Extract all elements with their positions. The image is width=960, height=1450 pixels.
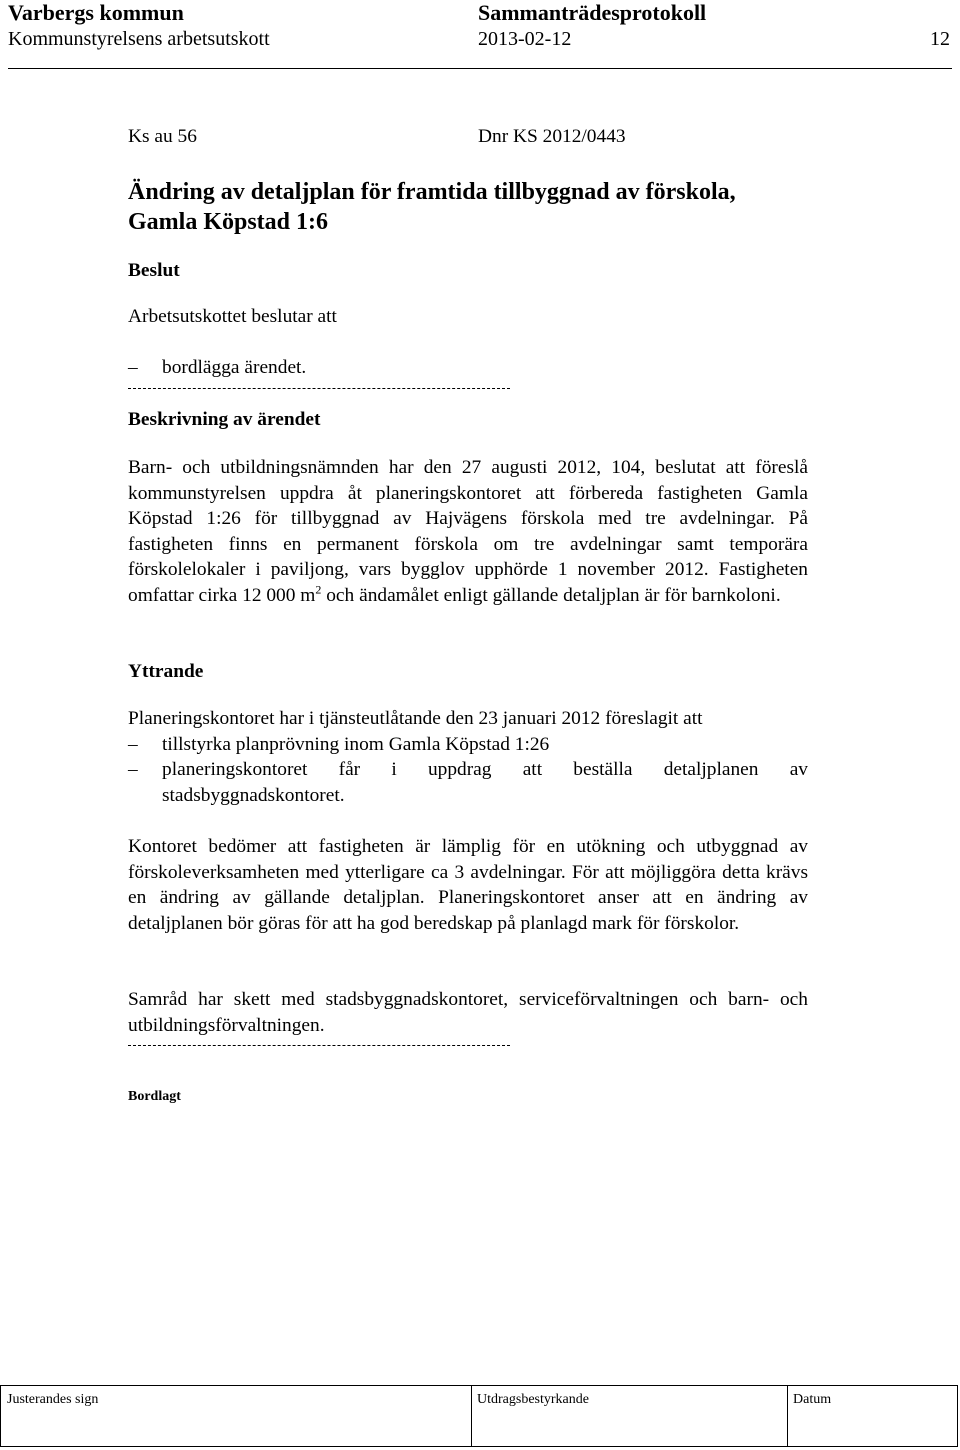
footer-sign-label: Justerandes sign [7, 1392, 99, 1407]
decision-item: bordlägga ärendet. [162, 357, 307, 378]
statement-intro: Planeringskontoret har i tjänsteutlåtande den 23 januari 2012 föreslagit att [128, 708, 703, 729]
decision-dash: – [128, 357, 138, 378]
decision-intro: Arbetsutskottet beslutar att [128, 306, 337, 327]
case-title [128, 177, 808, 237]
footer-extract-cell [471, 1386, 787, 1446]
case-title-line1: Ändring av detaljplan för framtida tillbyggnad av förskola, [128, 179, 736, 205]
statement-paragraph-2-text: Kontoret bedömer att fastigheten är lämplig för en utökning och utbyggnad av förskoleverksamheten med ytterligare ca 3 avdelningar. För att möjliggöra detta krävs en ändring av gällande detaljplan. Planeringskontoret anser att en ändring av detaljplanen bör göras för att ha god beredskap på planlagd mark för förskolor. [128, 836, 808, 934]
status-label: Bordlagt [128, 1089, 181, 1104]
statement-paragraph-2 [128, 834, 808, 936]
list-dash: – [128, 759, 138, 781]
statement-list-item [128, 757, 808, 808]
dashed-separator-top [128, 388, 510, 389]
signature-table [0, 1385, 958, 1447]
page-number: 12 [930, 28, 950, 50]
footer-sign-cell [1, 1386, 471, 1446]
statement-paragraph-3-text: Samråd har skett med stadsbyggnadskontoret, serviceförvaltningen och barn- och utbildningsförvaltningen. [128, 989, 808, 1036]
description-text-1: Barn- och utbildningsnämnden har den 27 augusti 2012, 104, beslutat att föreslå kommunstyrelsen uppdra åt planeringskontoret att förbereda fastigheten Gamla Köpstad 1:26 för tillbyggnad av Hajvägens förskola med tre avdelningar. På fastigheten finns en permanent förskola om tre avdelningar samt temporära förskolelokaler i paviljong, vars bygglov upphörde 1 november 2012. Fastigheten omfattar cirka 12 000 m [128, 457, 808, 606]
decision-heading: Beslut [128, 260, 180, 281]
section-number: Ks au 56 [128, 126, 197, 147]
description-heading: Beskrivning av ärendet [128, 409, 321, 430]
description-body [128, 455, 808, 609]
statement-heading: Yttrande [128, 661, 204, 682]
list-item-text: tillstyrka planprövning inom Gamla Köpstad 1:26 [162, 733, 550, 755]
header-divider [8, 68, 952, 69]
dashed-separator-bottom [128, 1045, 510, 1046]
statement-body [128, 706, 808, 808]
document-type: Sammanträdesprotokoll [478, 0, 707, 25]
footer-extract-label: Utdragsbestyrkande [477, 1392, 589, 1407]
list-dash: – [128, 733, 138, 755]
case-title-line2: Gamla Köpstad 1:6 [128, 209, 329, 235]
footer-date-label: Datum [793, 1392, 832, 1407]
statement-paragraph-3 [128, 987, 808, 1038]
list-item-text: planeringskontoret får i uppdrag att beställa detaljplanen av stadsbyggnadskontoret. [162, 759, 808, 806]
description-text-2: och ändamålet enligt gällande detaljplan är för barnkoloni. [321, 584, 781, 606]
statement-list-item [128, 732, 808, 758]
footer-date-cell [787, 1386, 957, 1446]
meeting-date: 2013-02-12 [478, 28, 572, 50]
committee-name: Kommunstyrelsens arbetsutskott [8, 28, 270, 50]
municipality-name: Varbergs kommun [8, 0, 184, 25]
area-superscript: 2 [315, 582, 322, 597]
case-dnr: Dnr KS 2012/0443 [478, 126, 626, 147]
